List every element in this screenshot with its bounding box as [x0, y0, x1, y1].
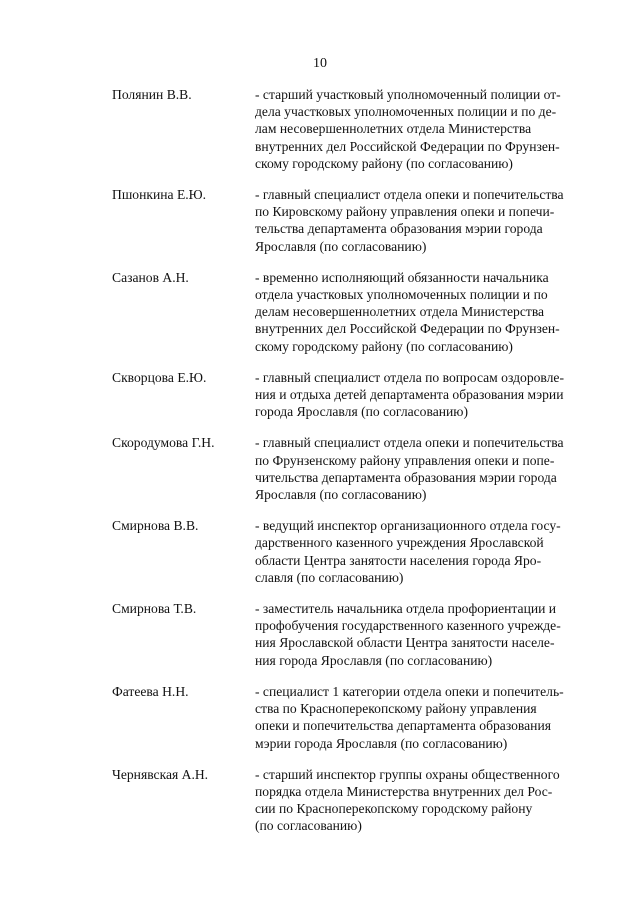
position-line: - ведущий инспектор организационного отдела госу- — [255, 518, 561, 534]
member-position — [255, 766, 560, 835]
position-line: по Кировскому району управления опеки и попечи- — [255, 204, 555, 220]
position-line: ния города Ярославля (по согласованию) — [255, 652, 493, 668]
member-name: Скворцова Е.Ю. — [112, 369, 207, 385]
member-entry — [112, 186, 564, 255]
position-line: славля (по согласованию) — [255, 569, 404, 585]
member-name: Пшонкина Е.Ю. — [112, 187, 207, 203]
position-line: профобучения государственного казенного учрежде- — [255, 618, 561, 634]
member-position — [255, 269, 560, 355]
member-name: Чернявская А.Н. — [112, 766, 209, 782]
member-name: Фатеева Н.Н. — [112, 683, 189, 699]
position-line: по Фрунзенскому району управления опеки и попе- — [255, 452, 555, 468]
position-line: дарственного казенного учреждения Ярославской — [255, 535, 544, 551]
member-position — [255, 600, 561, 669]
position-line: области Центра занятости населения города Яро- — [255, 552, 542, 568]
member-entry — [112, 269, 560, 355]
member-entry — [112, 369, 564, 421]
position-line: опеки и попечительства департамента образования — [255, 718, 551, 734]
position-line: - заместитель начальника отдела профориентации и — [255, 601, 557, 617]
member-position — [255, 186, 564, 255]
member-position — [255, 683, 564, 752]
position-line: мэрии города Ярославля (по согласованию) — [255, 735, 508, 751]
member-entry — [112, 517, 561, 586]
position-line: отдела участковых уполномоченных полиции и по — [255, 287, 548, 303]
member-name: Смирнова Т.В. — [112, 601, 197, 617]
position-line: - главный специалист отдела опеки и попечительства — [255, 187, 564, 203]
member-entry — [112, 600, 561, 669]
position-line: ния и отдыха детей департамента образования мэрии — [255, 387, 564, 403]
position-line: дела участковых уполномоченных полиции и по де- — [255, 104, 557, 120]
member-entry — [112, 434, 564, 503]
member-entry — [112, 86, 561, 172]
member-name: Полянин В.В. — [112, 87, 192, 102]
position-line: делам несовершеннолетних отдела Министерства — [255, 304, 545, 320]
position-line: внутренних дел Российской Федерации по Фрунзен- — [255, 138, 560, 154]
member-name: Скородумова Г.Н. — [112, 435, 215, 451]
position-line: - специалист 1 категории отдела опеки и попечитель- — [255, 683, 564, 699]
position-line: чительства департамента образования мэрии города — [255, 469, 557, 485]
member-entry — [112, 766, 560, 835]
member-entry — [112, 683, 564, 752]
position-line: - главный специалист отдела по вопросам оздоровле- — [255, 369, 564, 385]
position-line: - старший инспектор группы охраны общественного — [255, 766, 560, 782]
member-list — [112, 86, 564, 835]
member-position — [255, 369, 564, 421]
position-line: - временно исполняющий обязанности начальника — [255, 269, 549, 285]
page-number: 10 — [313, 56, 327, 71]
position-line: скому городскому району (по согласованию) — [255, 155, 513, 171]
member-position — [255, 517, 561, 586]
member-name: Сазанов А.Н. — [112, 269, 189, 285]
position-line: лам несовершеннолетних отдела Министерства — [255, 121, 532, 137]
position-line: Ярославля (по согласованию) — [255, 487, 427, 503]
position-line: (по согласованию) — [255, 818, 362, 834]
member-position — [255, 434, 564, 503]
position-line: ства по Красноперекопскому району управления — [255, 701, 537, 717]
member-position — [255, 86, 561, 172]
position-line: Ярославля (по согласованию) — [255, 238, 427, 254]
position-line: тельства департамента образования мэрии города — [255, 221, 543, 237]
position-line: порядка отдела Министерства внутренних дел Рос- — [255, 783, 553, 799]
position-line: - главный специалист отдела опеки и попечительства — [255, 435, 564, 451]
position-line: сии по Красноперекопскому городскому району — [255, 801, 533, 817]
position-line: города Ярославля (по согласованию) — [255, 404, 468, 420]
position-line: внутренних дел Российской Федерации по Фрунзен- — [255, 321, 560, 337]
member-name: Смирнова В.В. — [112, 518, 199, 534]
position-line: - старший участковый уполномоченный полиции от- — [255, 87, 561, 102]
position-line: скому городскому району (по согласованию) — [255, 338, 513, 354]
position-line: ния Ярославской области Центра занятости населе- — [255, 635, 555, 651]
